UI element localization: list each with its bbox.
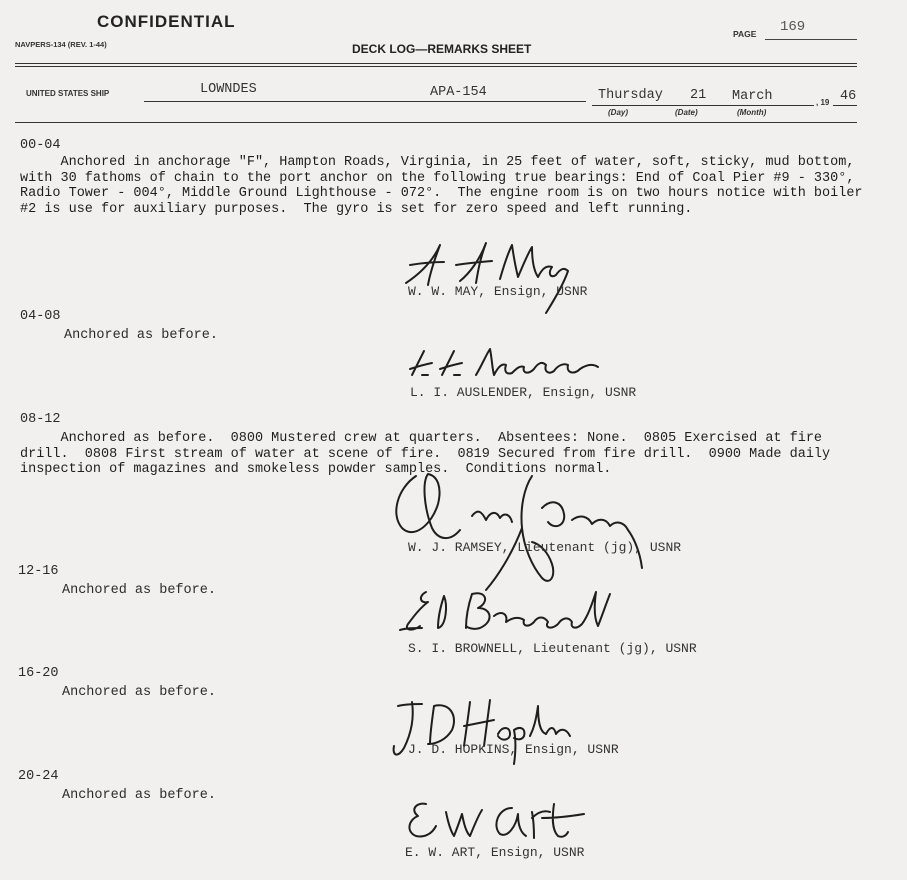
header-rule-top: [15, 63, 857, 64]
ship-line-rule: [15, 122, 857, 123]
year-line: [833, 105, 857, 106]
log-date: 21: [690, 88, 707, 103]
watch-period: 04-08: [20, 309, 61, 324]
ship-name: LOWNDES: [200, 82, 257, 97]
year-prefix: , 19: [816, 98, 830, 107]
watch-period: 20-24: [18, 769, 59, 784]
signature-brownell: [398, 586, 618, 636]
page-number: 169: [780, 19, 806, 35]
remark-line: Anchored as before. 0800 Mustered crew at quarters. Absentees: None. 0805 Exercised at fire: [20, 431, 823, 446]
signer-name: L. I. AUSLENDER, Ensign, USNR: [410, 385, 637, 400]
signer-name: W. W. MAY, Ensign, USNR: [408, 284, 588, 299]
signature-may: [400, 235, 590, 320]
signer-name: S. I. BROWNELL, Lieutenant (jg), USNR: [408, 641, 697, 656]
remark-line: Radio Tower - 004°, Middle Ground Lighthouse - 072°. The engine room is on two hours notice with boiler: [20, 186, 863, 201]
watch-remark: Anchored as before.: [64, 328, 218, 343]
signer-name: J. D. HOPKINS, Ensign, USNR: [408, 742, 619, 757]
classification-heading: CONFIDENTIAL: [97, 12, 236, 31]
watch-period: 12-16: [18, 564, 59, 579]
watch-remark: Anchored as before.: [62, 788, 216, 803]
log-year: 46: [840, 89, 857, 104]
remark-line: inspection of magazines and smokeless powder samples. Conditions normal.: [20, 462, 612, 477]
watch-period: 00-04: [20, 138, 61, 153]
watch-remark: Anchored as before.: [62, 583, 216, 598]
remark-line: Anchored in anchorage "F", Hampton Roads, Virginia, in 25 feet of water, soft, sticky, mud bottom,: [20, 155, 855, 170]
remark-line: with 30 fathoms of chain to the port anchor on the following true bearings: End of Coal Pier #9 - 330°,: [20, 170, 855, 186]
hull-number: APA-154: [430, 85, 487, 100]
signer-name: W. J. RAMSEY, Lieutenant (jg), USNR: [408, 540, 682, 555]
day-caption: (Day): [608, 108, 629, 117]
signature-ramsey: [392, 468, 652, 603]
page-number-line: [765, 39, 857, 40]
date-caption: (Date): [675, 108, 698, 117]
log-day: Thursday: [598, 88, 663, 103]
ship-name-line: [144, 101, 586, 102]
signature-art: [402, 796, 592, 846]
signer-name: E. W. ART, Ensign, USNR: [405, 845, 585, 860]
month-caption: (Month): [737, 108, 767, 117]
watch-period: 16-20: [18, 666, 59, 681]
form-identifier: NAVPERS-134 (REV. 1-44): [15, 40, 107, 49]
watch-remarks: [20, 155, 905, 217]
date-line: [592, 105, 814, 106]
signature-auslender: [402, 345, 612, 385]
watch-remark: Anchored as before.: [62, 685, 216, 700]
remark-line: drill. 0808 First stream of water at scene of fire. 0819 Secured from fire drill. 0900 Made daily: [20, 446, 831, 462]
ship-label: UNITED STATES SHIP: [26, 89, 110, 98]
sheet-title: DECK LOG—REMARKS SHEET: [352, 42, 532, 56]
page-label: PAGE: [733, 29, 757, 39]
header-rule-bottom: [15, 66, 857, 67]
log-month: March: [732, 89, 773, 104]
remark-line: #2 is use for auxiliary purposes. The gyro is set for zero speed and left running.: [20, 201, 693, 217]
watch-period: 08-12: [20, 412, 61, 427]
signature-hopkins: [390, 698, 580, 768]
